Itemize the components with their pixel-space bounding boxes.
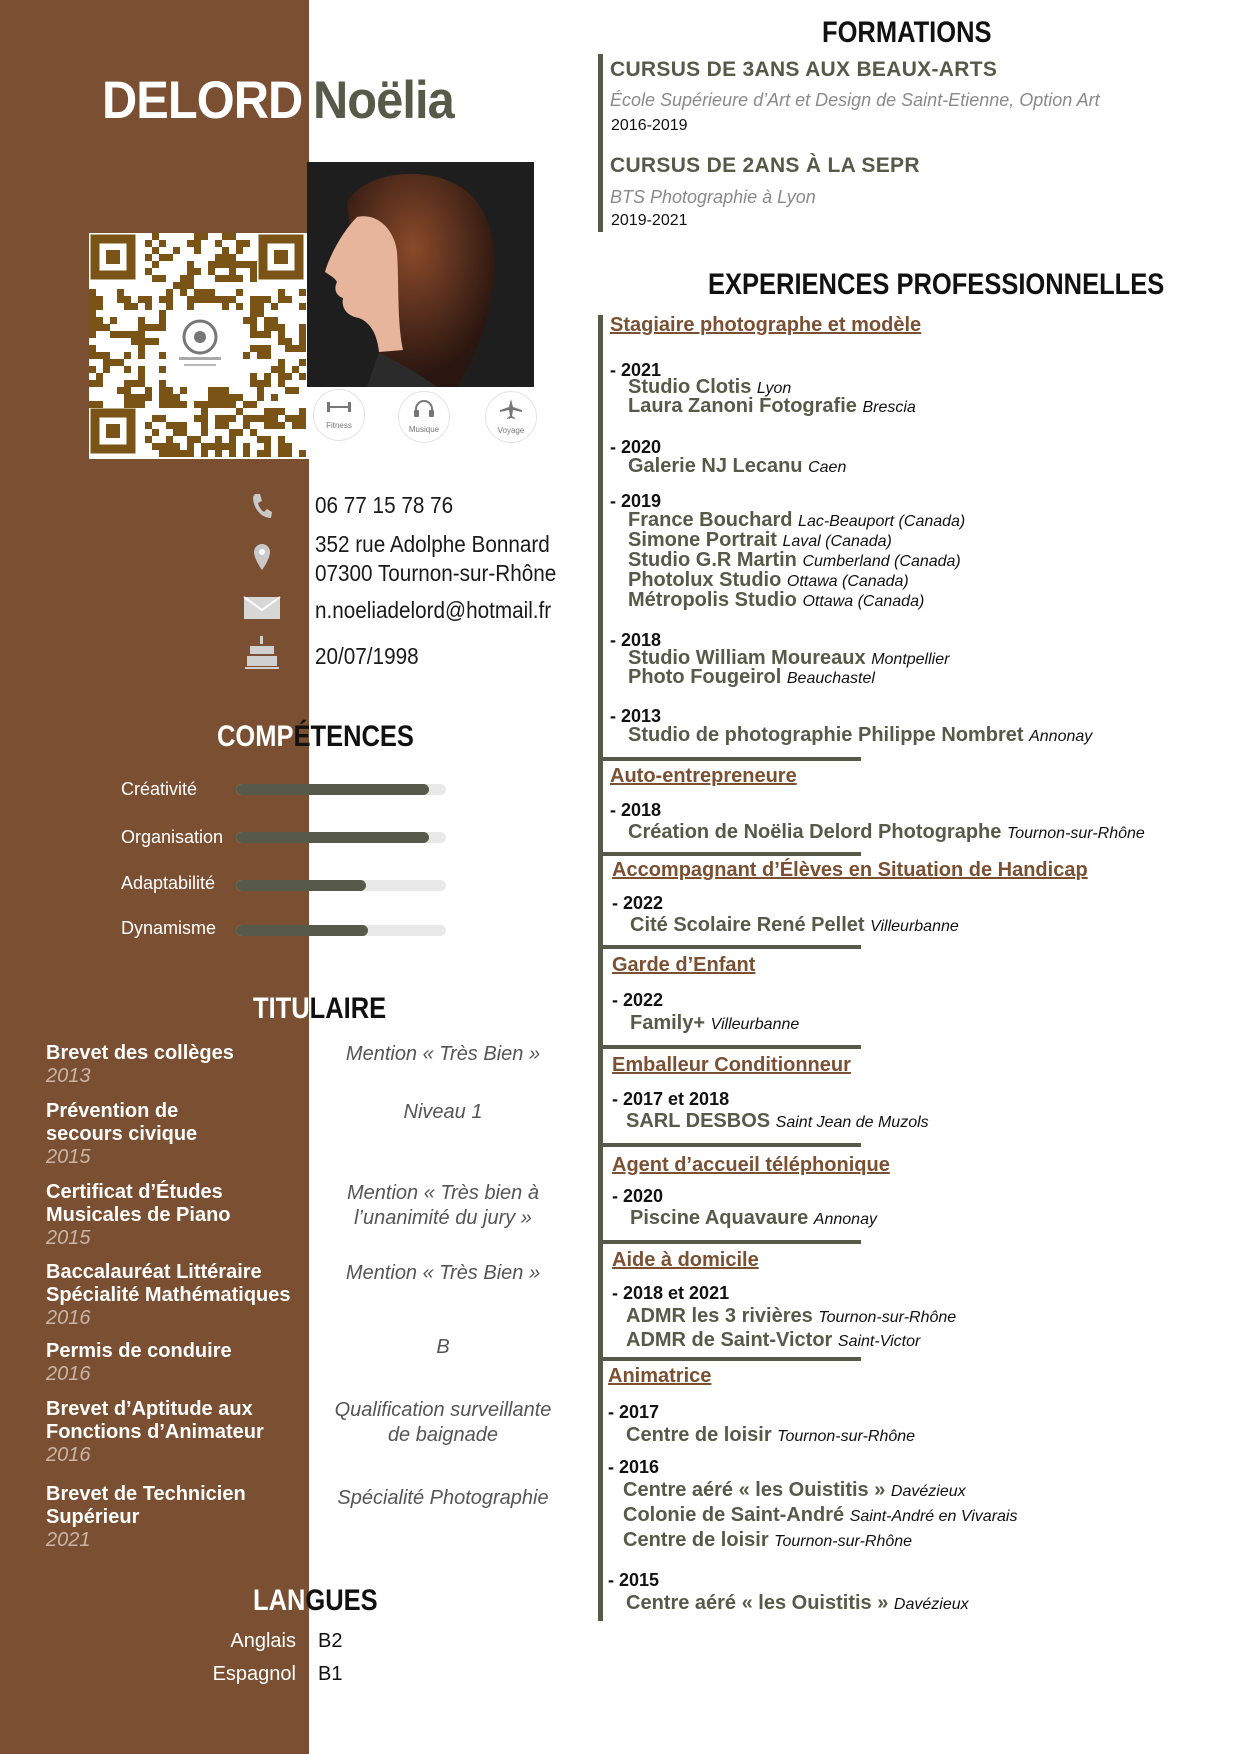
formation-title: CURSUS DE 3ANS AUX BEAUX-ARTS	[610, 58, 998, 81]
section-divider	[598, 1357, 861, 1361]
job-year: - 2018	[610, 630, 662, 650]
skill-label: Adaptabilité	[121, 873, 216, 893]
formation-school: École Supérieure d’Art et Design de Saint-Etienne, Option Art	[610, 90, 1100, 110]
airplane-icon	[500, 399, 522, 424]
address-line-2: 07300 Tournon-sur-Rhône	[315, 560, 557, 586]
job-title: Animatrice	[608, 1365, 712, 1387]
job-year: - 2017 et 2018	[612, 1089, 730, 1109]
diploma-mention: Mention « Très bien à l’unanimité du jury »	[347, 1182, 539, 1229]
experiences-timeline	[598, 315, 603, 1621]
employer: SARL DESBOS Saint Jean de Muzols	[626, 1110, 929, 1132]
diploma-name: Permis de conduire	[46, 1340, 232, 1362]
phone-icon	[242, 490, 282, 522]
dumbbell-icon	[326, 400, 352, 419]
diploma-name: Brevet des collèges	[46, 1042, 234, 1064]
langues-title: LANGUES	[253, 1584, 378, 1617]
formations-timeline	[598, 54, 603, 232]
section-divider	[598, 1143, 861, 1147]
job-title: Emballeur Conditionneur	[612, 1054, 851, 1076]
employer: Photolux Studio Ottawa (Canada)	[628, 569, 909, 591]
employer: Métropolis Studio Ottawa (Canada)	[628, 589, 925, 611]
hobby-musique	[398, 391, 450, 443]
hobby-voyage	[485, 391, 537, 443]
employer: Colonie de Saint-André Saint-André en Vivarais	[623, 1504, 1018, 1526]
experiences-title: EXPERIENCES PROFESSIONNELLES	[708, 268, 1165, 301]
job-year: - 2020	[612, 1186, 664, 1206]
diploma-name: secours civique	[46, 1123, 198, 1145]
diploma-mention: Niveau 1	[403, 1101, 483, 1123]
employer: Studio de photographie Philippe Nombret Annonay	[628, 724, 1093, 746]
diploma-name: Musicales de Piano	[46, 1204, 231, 1226]
language-level: B2	[318, 1630, 343, 1652]
profile-photo	[307, 162, 534, 387]
skill-bar-fill	[236, 832, 429, 843]
skill-bar	[236, 832, 446, 843]
job-year: - 2017	[608, 1402, 660, 1422]
hobby-fitness	[313, 389, 365, 441]
diploma-year: 2016	[46, 1444, 91, 1466]
employer: Piscine Aquavaure Annonay	[630, 1207, 877, 1229]
employer: France Bouchard Lac-Beauport (Canada)	[628, 509, 966, 531]
section-divider	[598, 945, 861, 949]
job-year: - 2019	[610, 491, 662, 511]
employer: Centre aéré « les Ouistitis » Davézieux	[626, 1592, 969, 1614]
job-year: - 2022	[612, 990, 664, 1010]
diploma-mention: Mention « Très Bien »	[345, 1262, 541, 1284]
diploma-year: 2016	[46, 1307, 91, 1329]
job-year: - 2015	[608, 1570, 660, 1590]
job-title: Aide à domicile	[612, 1249, 759, 1271]
diploma-name: Prévention de	[46, 1100, 179, 1122]
job-title: Garde d’Enfant	[612, 954, 756, 976]
diploma-name: Supérieur	[46, 1506, 140, 1528]
diploma-item	[46, 1398, 264, 1467]
hobby-label: Fitness	[326, 421, 352, 430]
birth-date: 20/07/1998	[315, 643, 419, 669]
employer: Création de Noëlia Delord Photographe Tournon-sur-Rhône	[628, 821, 1145, 843]
diploma-mention: B	[436, 1336, 450, 1358]
diploma-year: 2015	[46, 1227, 91, 1249]
diploma-year: 2013	[46, 1065, 91, 1087]
email-address: n.noeliadelord@hotmail.fr	[315, 597, 552, 623]
formation-school: BTS Photographie à Lyon	[610, 187, 816, 207]
birthday-cake-icon	[242, 636, 282, 668]
diploma-mention: Mention « Très Bien »	[345, 1043, 541, 1065]
skill-bar	[236, 784, 446, 795]
job-title: Agent d’accueil téléphonique	[612, 1154, 890, 1176]
language-name: Anglais	[230, 1630, 296, 1652]
skill-bar-fill	[236, 925, 368, 936]
qr-code	[89, 233, 309, 459]
employer: ADMR de Saint-Victor Saint-Victor	[626, 1329, 921, 1351]
job-year: - 2018 et 2021	[612, 1283, 730, 1303]
language-name: Espagnol	[212, 1663, 296, 1685]
section-divider	[598, 757, 861, 761]
job-year: - 2021	[610, 360, 662, 380]
employer: Studio Clotis Lyon	[628, 376, 792, 398]
diploma-item	[46, 1261, 291, 1330]
job-year: - 2018	[610, 800, 662, 820]
diploma-item	[46, 1181, 231, 1250]
formation-title: CURSUS DE 2ANS À LA SEPR	[610, 154, 920, 177]
employer: Galerie NJ Lecanu Caen	[628, 455, 847, 477]
titulaire-title: TITULAIRE	[253, 992, 387, 1025]
employer: Centre aéré « les Ouistitis » Davézieux	[623, 1479, 966, 1501]
section-divider	[598, 1045, 861, 1049]
job-title: Stagiaire photographe et modèle	[610, 314, 922, 336]
hobby-label: Musique	[408, 425, 440, 434]
job-title: Accompagnant d’Élèves en Situation de Handicap	[612, 859, 1088, 881]
skill-label: Dynamisme	[121, 918, 217, 938]
diploma-item	[46, 1483, 246, 1552]
job-year: - 2013	[610, 706, 662, 726]
job-year: - 2016	[608, 1457, 660, 1477]
diploma-year: 2021	[46, 1529, 91, 1551]
envelope-icon	[242, 592, 282, 624]
skill-label: Organisation	[121, 827, 224, 847]
employer: Family+ Villeurbanne	[630, 1012, 800, 1034]
skill-bar-fill	[236, 784, 429, 795]
employer: Centre de loisir Tournon-sur-Rhône	[623, 1529, 913, 1551]
skill-bar	[236, 880, 446, 891]
phone-number: 06 77 15 78 76	[315, 492, 454, 518]
employer: Simone Portrait Laval (Canada)	[628, 529, 892, 551]
formation-years: 2019-2021	[611, 212, 688, 229]
formation-years: 2016-2019	[611, 117, 688, 134]
formations-title: FORMATIONS	[822, 16, 992, 49]
last-name: DELORD	[102, 71, 303, 130]
headphones-icon	[413, 400, 435, 423]
language-level: B1	[318, 1663, 343, 1685]
job-year: - 2020	[610, 437, 662, 457]
diploma-item	[46, 1100, 197, 1169]
skill-bar	[236, 925, 446, 936]
diploma-mention: Spécialité Photographie	[337, 1487, 549, 1509]
diploma-item	[46, 1042, 234, 1088]
diploma-item	[46, 1340, 232, 1386]
diploma-name: Baccalauréat Littéraire	[46, 1261, 262, 1283]
diploma-year: 2016	[46, 1363, 91, 1385]
diploma-mention: Qualification surveillante de baignade	[334, 1399, 552, 1446]
hobby-label: Voyage	[497, 426, 525, 435]
employer: Cité Scolaire René Pellet Villeurbanne	[630, 914, 959, 936]
employer: ADMR les 3 rivières Tournon-sur-Rhône	[626, 1305, 957, 1327]
job-year: - 2022	[612, 893, 664, 913]
section-divider	[598, 1240, 861, 1244]
competences-title: COMPÉTENCES	[217, 720, 414, 753]
diploma-name: Certificat d’Études	[46, 1181, 223, 1203]
skill-bar-fill	[236, 880, 366, 891]
diploma-name: Brevet d’Aptitude aux	[46, 1398, 253, 1420]
employer: Centre de loisir Tournon-sur-Rhône	[626, 1424, 916, 1446]
diploma-name: Brevet de Technicien	[46, 1483, 246, 1505]
first-name: Noëlia	[313, 71, 454, 130]
skill-label: Créativité	[121, 779, 198, 799]
job-title: Auto-entrepreneure	[610, 765, 797, 787]
employer: Photo Fougeirol Beauchastel	[628, 666, 875, 688]
diploma-name: Spécialité Mathématiques	[46, 1284, 291, 1306]
diploma-name: Fonctions d’Animateur	[46, 1421, 264, 1443]
employer: Studio G.R Martin Cumberland (Canada)	[628, 549, 961, 571]
employer: Studio William Moureaux Montpellier	[628, 647, 950, 669]
section-divider	[598, 852, 861, 856]
employer: Laura Zanoni Fotografie Brescia	[628, 395, 916, 417]
location-pin-icon	[242, 541, 282, 573]
diploma-year: 2015	[46, 1146, 91, 1168]
address-line-1: 352 rue Adolphe Bonnard	[315, 531, 550, 557]
